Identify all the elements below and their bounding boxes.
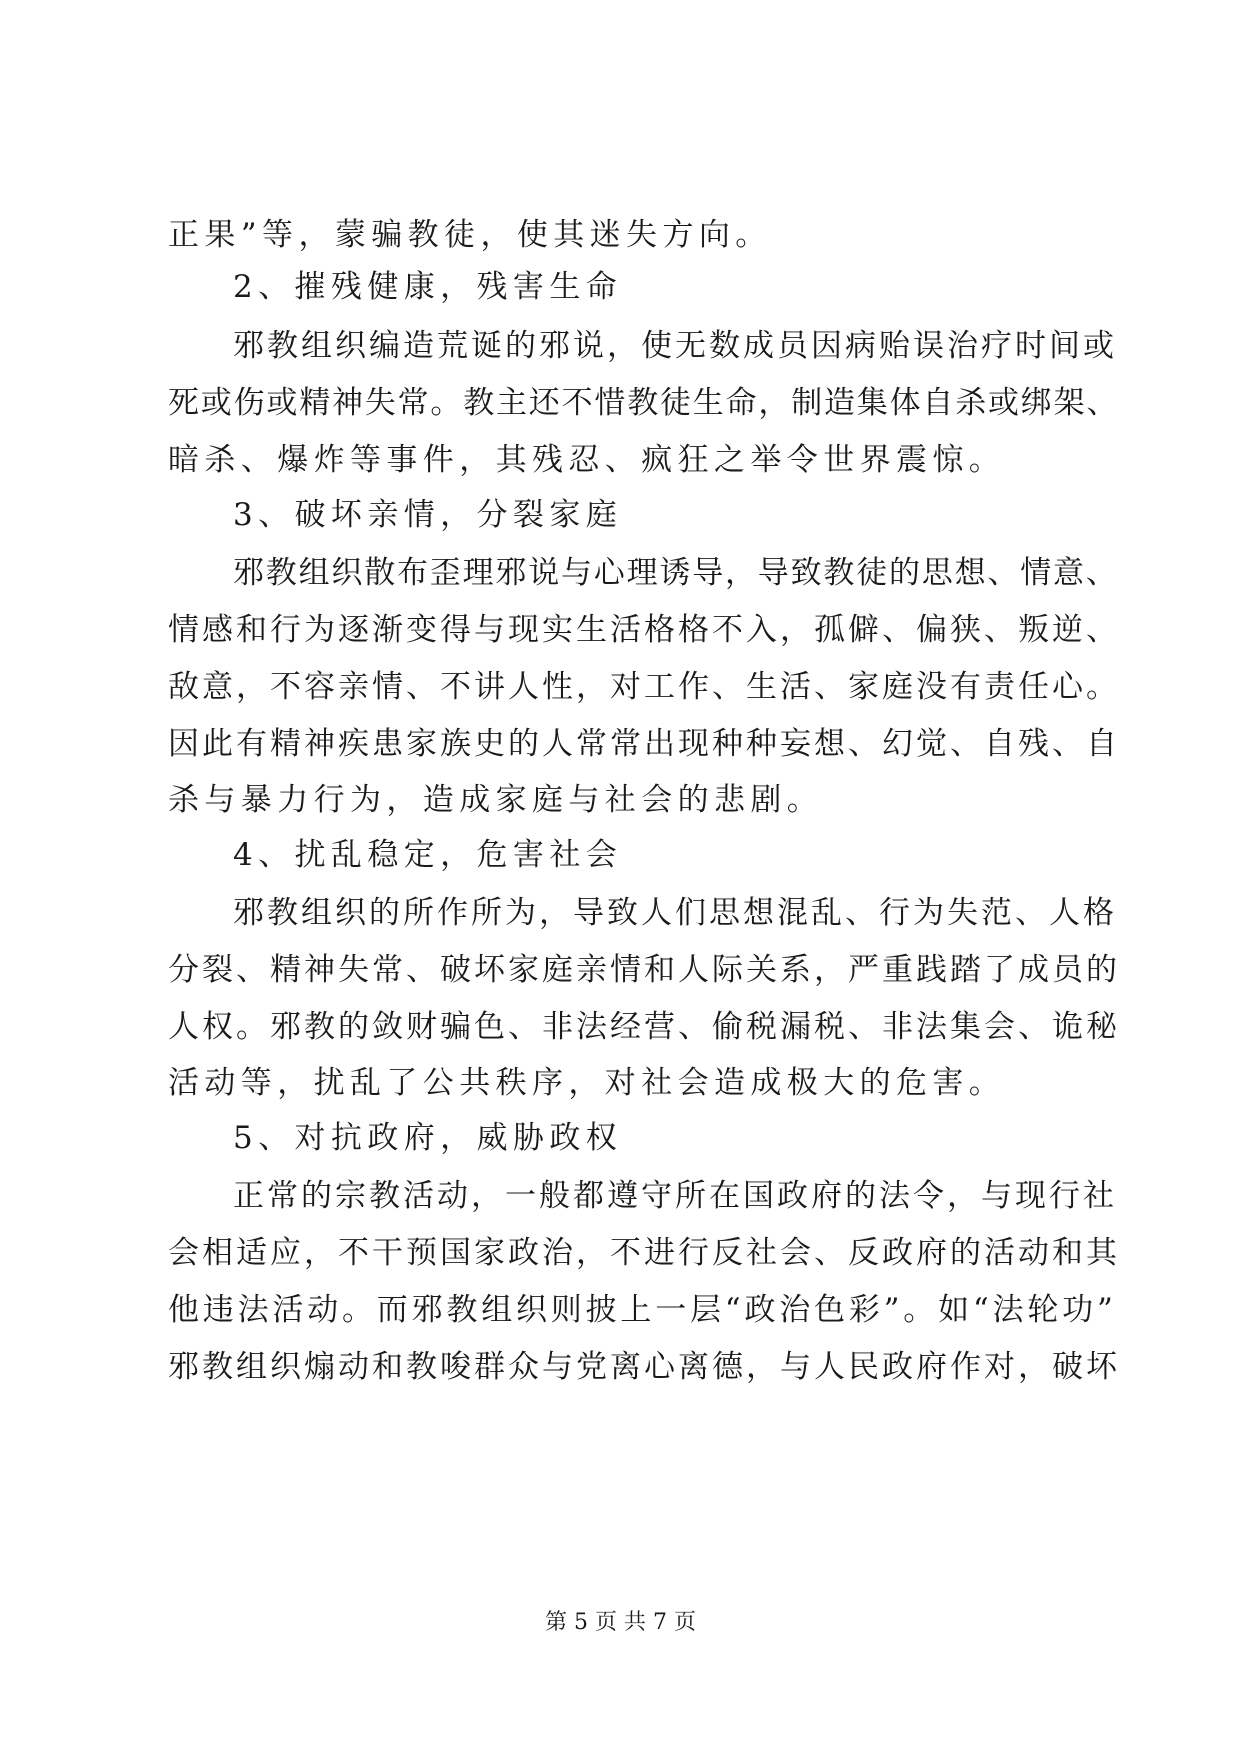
text-line-20: 他违法活动。而邪教组织则披上一层“政治色彩”。如“法轮功”: [168, 1292, 1117, 1328]
text-line-1: 正果”等，蒙骗教徒，使其迷失方向。: [168, 217, 772, 253]
text-line-13: 邪教组织的所作所为，导致人们思想混乱、行为失范、人格: [233, 895, 1117, 931]
text-line-19: 会相适应，不干预国家政治，不进行反社会、反政府的活动和其: [168, 1235, 1120, 1271]
text-line-18: 正常的宗教活动，一般都遵守所在国政府的法令，与现行社: [233, 1178, 1117, 1214]
section-heading-2: 2、摧残健康，残害生命: [233, 269, 623, 305]
section-heading-4: 4、扰乱稳定，危害社会: [233, 837, 623, 873]
section-heading-3: 3、破坏亲情，分裂家庭: [233, 497, 623, 533]
text-line-11: 杀与暴力行为，造成家庭与社会的悲剧。: [168, 782, 824, 818]
text-line-16: 活动等，扰乱了公共秩序，对社会造成极大的危害。: [168, 1065, 1006, 1101]
text-line-3: 邪教组织编造荒诞的邪说，使无数成员因病贻误治疗时间或: [233, 328, 1117, 364]
text-line-4: 死或伤或精神失常。教主还不惜教徒生命，制造集体自杀或绑架、: [168, 385, 1120, 421]
page-footer: 第 5 页 共 7 页: [545, 1610, 696, 1635]
text-line-21: 邪教组织煽动和教唆群众与党离心离德，与人民政府作对，破坏: [168, 1349, 1120, 1385]
text-line-7: 邪教组织散布歪理邪说与心理诱导，导致教徒的思想、情意、: [233, 555, 1119, 591]
text-line-10: 因此有精神疾患家族史的人常常出现种种妄想、幻觉、自残、自: [168, 726, 1120, 762]
section-heading-5: 5、对抗政府，威胁政权: [233, 1120, 623, 1156]
text-line-9: 敌意，不容亲情、不讲人性，对工作、生活、家庭没有责任心。: [168, 669, 1120, 705]
text-line-8: 情感和行为逐渐变得与现实生活格格不入，孤僻、偏狭、叛逆、: [168, 612, 1120, 648]
text-line-15: 人权。邪教的敛财骗色、非法经营、偷税漏税、非法集会、诡秘: [168, 1009, 1120, 1045]
text-line-5: 暗杀、爆炸等事件，其残忍、疯狂之举令世界震惊。: [168, 442, 1006, 478]
text-line-14: 分裂、精神失常、破坏家庭亲情和人际关系，严重践踏了成员的: [168, 952, 1120, 988]
